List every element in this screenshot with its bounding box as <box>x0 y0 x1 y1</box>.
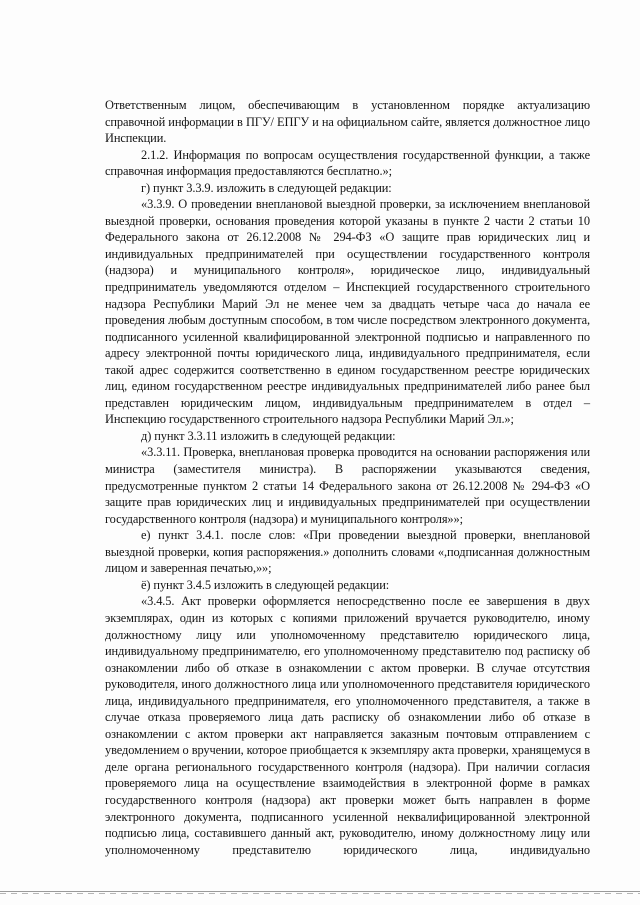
scan-edge-line <box>0 891 640 892</box>
paragraph-3-4-5: «3.4.5. Акт проверки оформляется непосредственно после ее завершения в двух экземплярах, один из которых с копиями приложений вручается руководителю, иному должностному лицу или уполномоченному представителю юридического лица, индивидуальному предпринимателю, его уполномоченному представителю под расписку об ознакомлении либо об отказе в ознакомлении с актом проверки. В случае отсутствия руководителя, иного должностного лица или уполномоченного представителя юридического лица, индивидуального предпринимателя, его уполномоченного представителя, а также в случае отказа проверяемого лица дать расписку об ознакомлении либо об отказе в ознакомлении с актом проверки акт направляется заказным почтовым отправлением с уведомлением о вручении, которое приобщается к экземпляру акта проверки, хранящемуся в деле органа регионального государственного контроля (надзора). При наличии согласия проверяемого лица на осуществление взаимодействия в электронной форме в рамках государственного контроля (надзора) акт проверки может быть направлен в форме электронного документа, подписанного усиленной неквалифицированной электронной подписью лица, составившего данный акт, руководителю, иному должностному лицу или уполномоченному представителю юридического лица, индивидуально <box>105 594 590 857</box>
scan-edge-dots <box>0 893 640 894</box>
paragraph-item-g: г) пункт 3.3.9. изложить в следующей редакции: <box>141 180 392 195</box>
paragraph-2-1-2: 2.1.2. Информация по вопросам осуществления государственной функции, а также справочная информация предоставляются бесплатно.»; <box>105 147 590 179</box>
document-body <box>105 97 590 858</box>
paragraph-3-3-11: «3.3.11. Проверка, внеплановая проверка проводится на основании распоряжения или министра (заместителя министра). В распоряжении указываются сведения, предусмотренные пунктом 2 статьи 14 Федерального закона от 26.12.2008 № 294-ФЗ «О защите прав юридических лиц и индивидуальных предпринимателей при осуществлении государственного контроля (надзора) и муниципального контроля»»; <box>105 445 590 526</box>
paragraph-3-3-9: «3.3.9. О проведении внеплановой выездной проверки, за исключением внеплановой выездной проверки, основания проведения которой указаны в пункте 2 части 2 статьи 10 Федерального закона от 26.12.2008 № 294-ФЗ «О защите прав юридических лиц и индивидуальных предпринимателей при осуществлении государственного контроля (надзора) и муниципального контроля», юридическое лицо, индивидуальный предприниматель уведомляются отделом – Инспекцией государственного строительного надзора Республики Марий Эл не менее чем за двадцать четыре часа до начала ее проведения любым доступным способом, в том числе посредством электронного документа, подписанного усиленной квалифицированной электронной подписью и направленного по адресу электронной почты юридического лица, индивидуального предпринимателя, если такой адрес содержится соответственно в едином государственном реестре юридических лиц, едином государственном реестре индивидуальных предпринимателей либо ранее был представлен юридическим лицом, индивидуальным предпринимателем в отдел – Инспекцию государственного строительного надзора Республики Марий Эл.»; <box>105 197 590 427</box>
paragraph-item-e: е) пункт 3.4.1. после слов: «При проведении выездной проверки, внеплановой выездной проверки, копия распоряжения.» дополнить словами «,подписанная должностным лицом и заверенная печатью,»»; <box>105 528 590 576</box>
paragraph-responsible-person: Ответственным лицом, обеспечивающим в установленном порядке актуализацию справочной информации в ПГУ/ ЕПГУ и на официальном сайте, является должностное лицо Инспекции. <box>105 98 590 146</box>
paragraph-item-d: д) пункт 3.3.11 изложить в следующей редакции: <box>141 428 396 443</box>
paragraph-item-yo: ё) пункт 3.4.5 изложить в следующей редакции: <box>141 577 390 592</box>
